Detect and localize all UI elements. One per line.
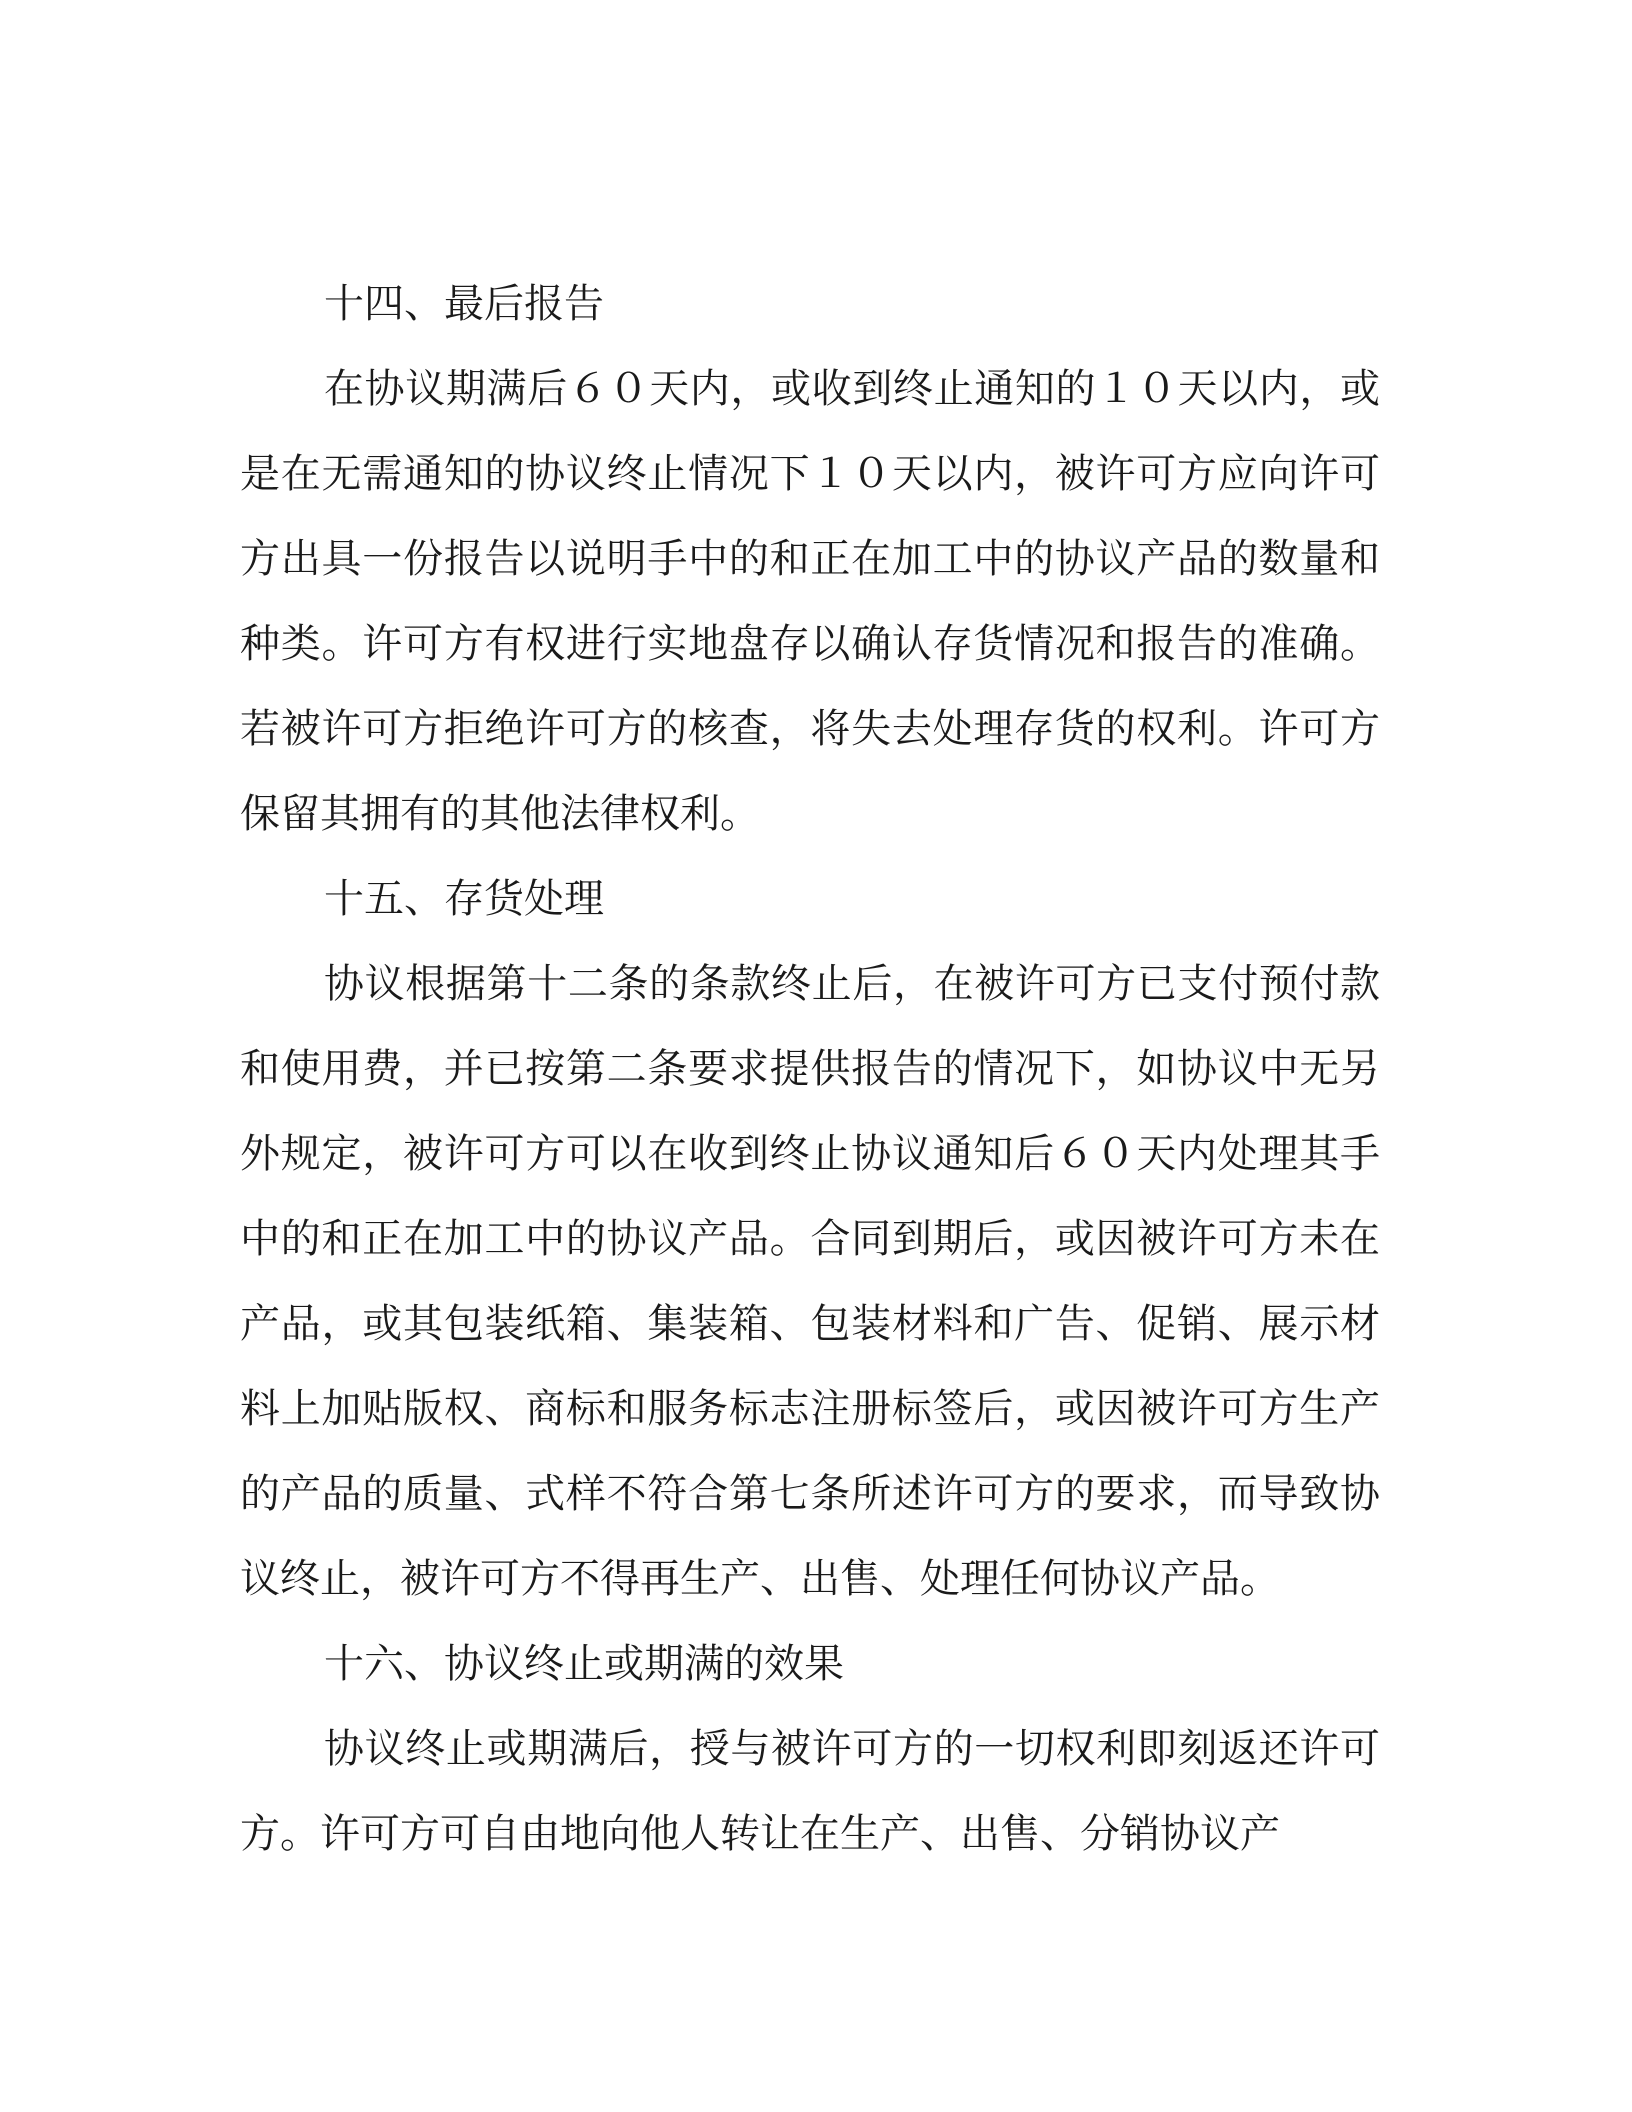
section-paragraph-14: 在协议期满后６０天内，或收到终止通知的１０天以内，或是在无需通知的协议终止情况下１０天以内，被许可方应向许可方出具一份报告以说明手中的和正在加工中的协议产品的数量和种类。许可方有权进行实地盘存以确认存货情况和报告的准确。若被许可方拒绝许可方的核查，将失去处理存货的权利。许可方保留其拥有的其他法律权利。 <box>240 366 1380 837</box>
section-paragraph-15: 协议根据第十二条的条款终止后，在被许可方已支付预付款和使用费，并已按第二条要求提供报告的情况下，如协议中无另外规定，被许可方可以在收到终止协议通知后６０天内处理其手中的和正在加工中的协议产品。合同到期后，或因被许可方未在产品，或其包装纸箱、集装箱、包装材料和广告、促销、展示材料上加贴版权、商标和服务标志注册标签后，或因被许可方生产的产品的质量、式样不符合第七条所述许可方的要求，而导致协议终止，被许可方不得再生产、出售、处理任何协议产品。 <box>240 961 1380 1602</box>
document-body <box>240 262 1380 1877</box>
section-heading-14: 十四、最后报告 <box>324 281 604 327</box>
section-paragraph-16: 协议终止或期满后，授与被许可方的一切权利即刻返还许可方。许可方可自由地向他人转让在生产、出售、分销协议产 <box>240 1726 1380 1857</box>
section-heading-15: 十五、存货处理 <box>324 876 604 922</box>
section-heading-16: 十六、协议终止或期满的效果 <box>324 1641 844 1687</box>
